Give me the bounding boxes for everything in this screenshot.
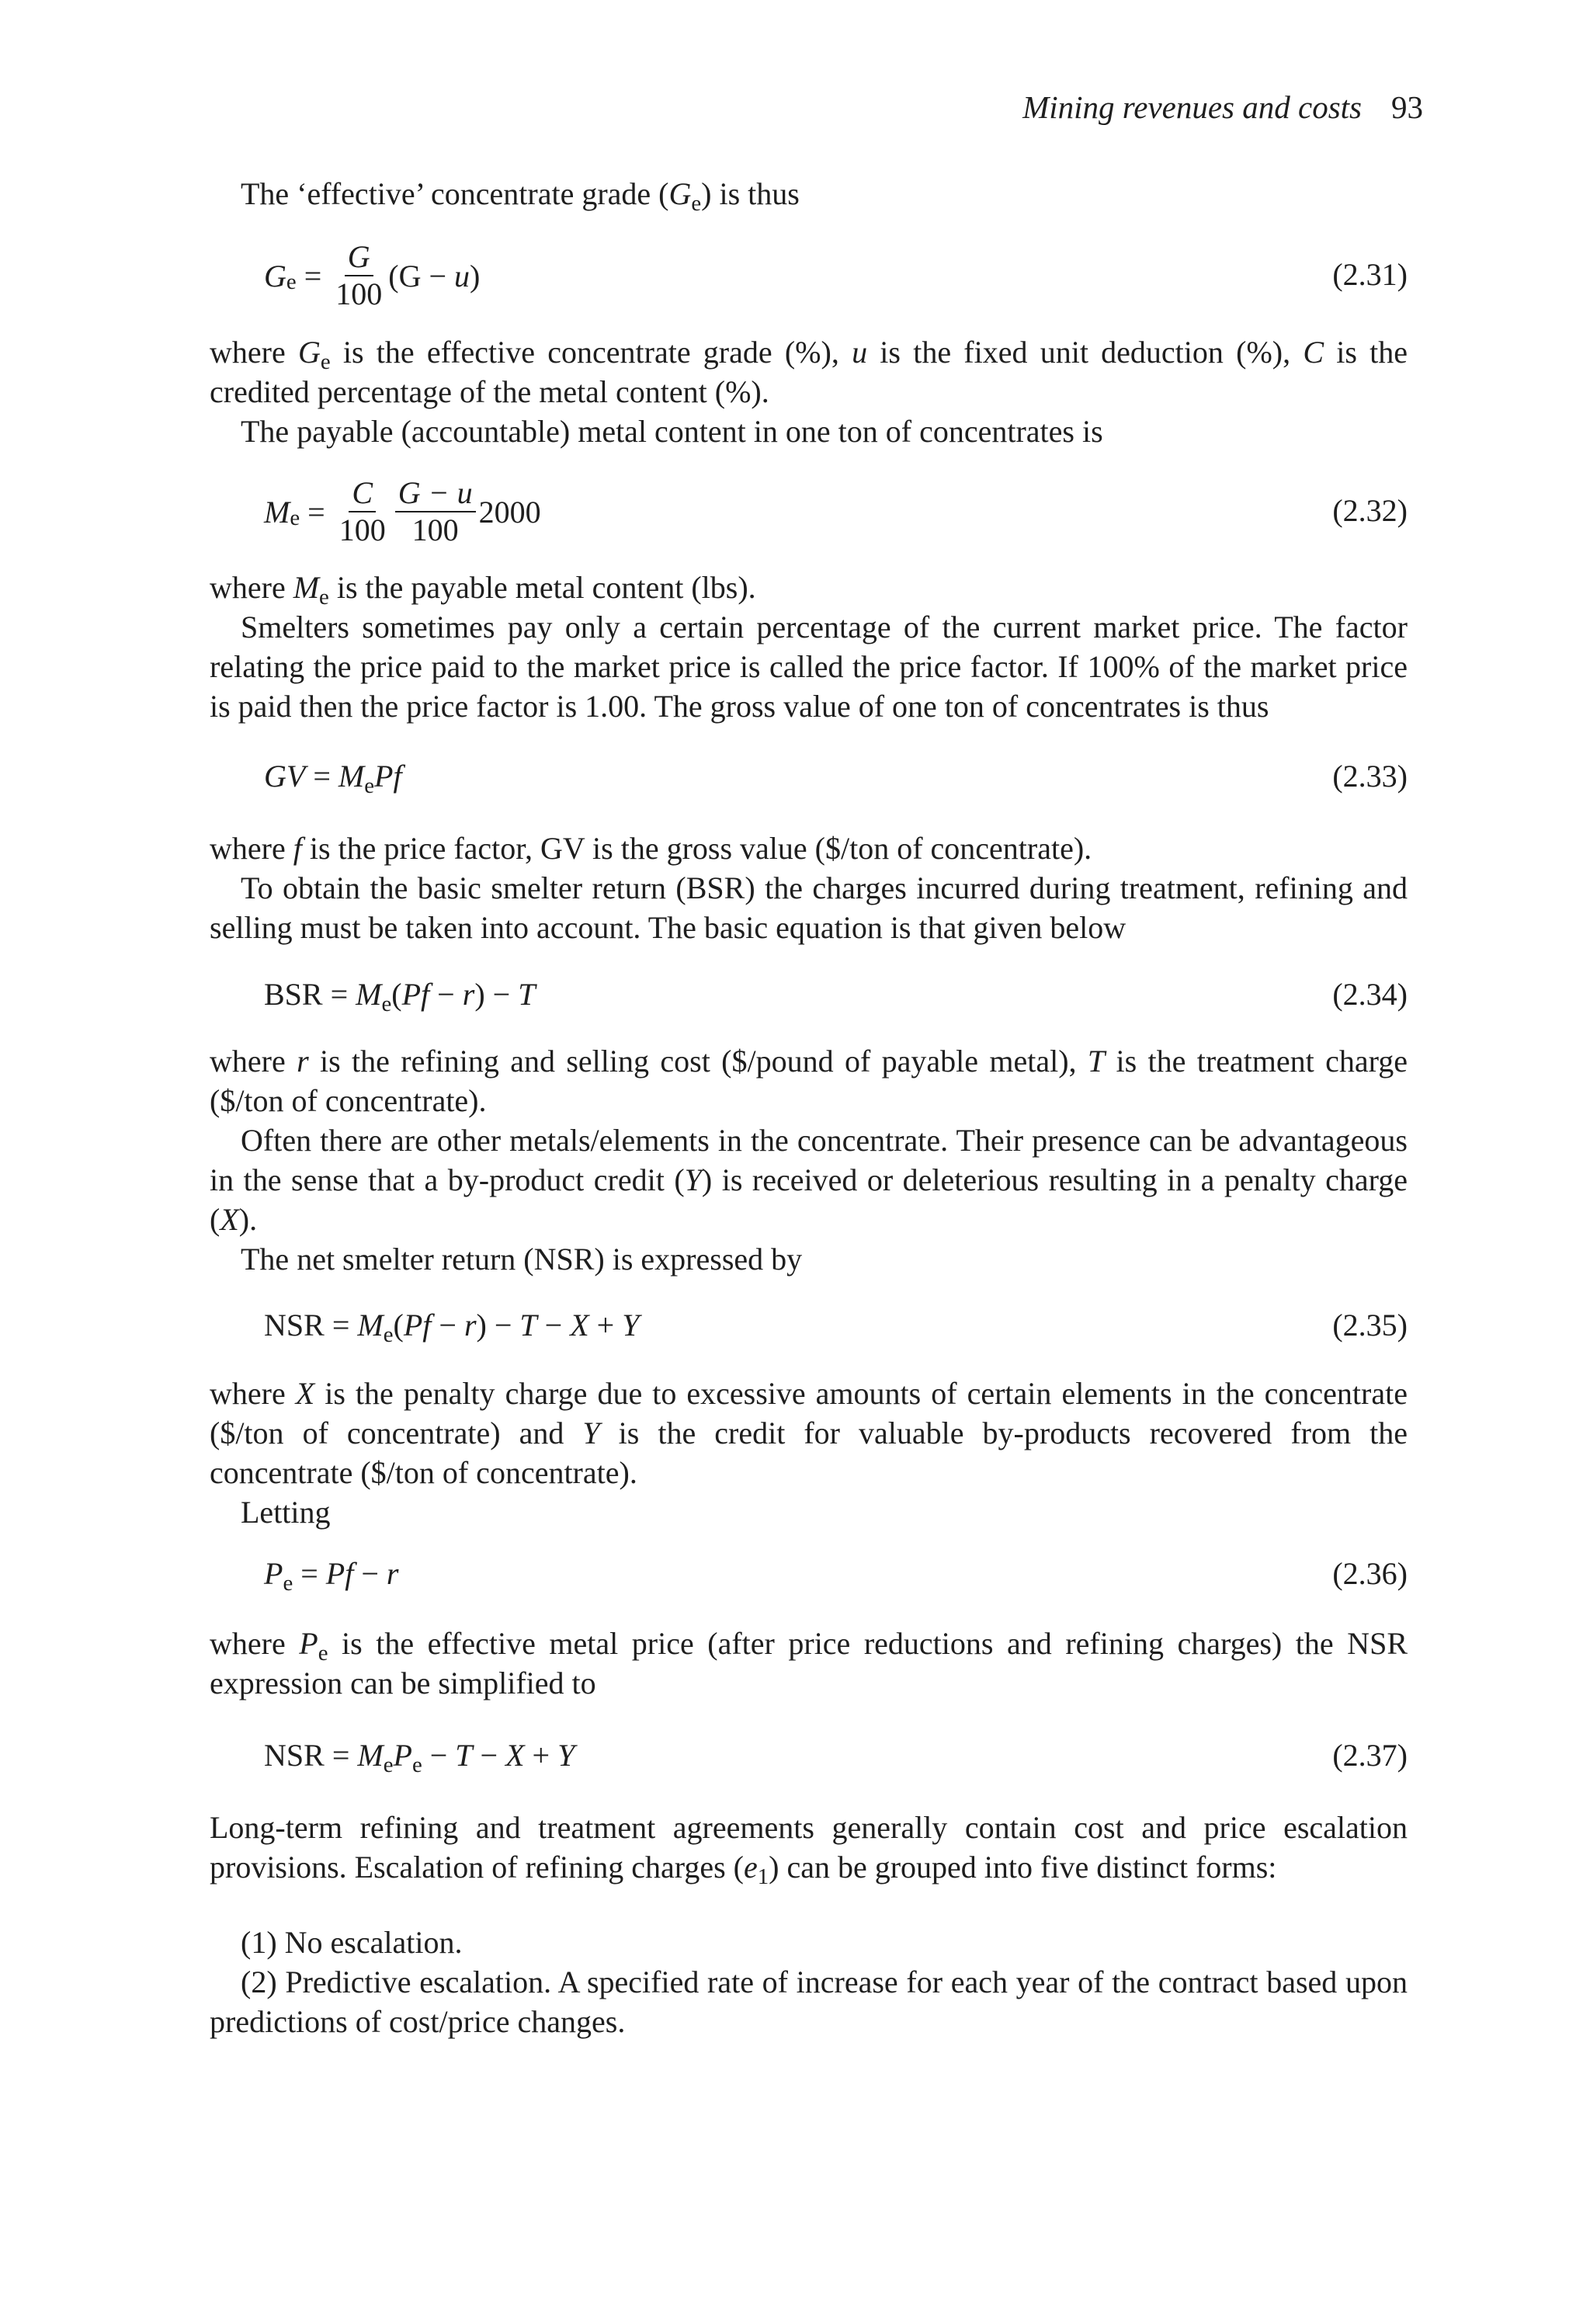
- paragraph-refining-cost: where r is the refining and selling cost ($/pound of payable metal), T is the treatment charge ($/ton of concentrate). Often there are other metals/elements in the concentrate. Their presence can be advantageous in the sense that a by-product credit (Y) is received or deleterious resulting in a penalty charge (X). The net smelter return (NSR) is expressed by: [210, 1041, 1408, 1279]
- paragraph-price-factor: Smelters sometimes pay only a certain percentage of the current market price. The factor relating the price paid to the market price is called the price factor. If 100% of the market price is paid then the price factor is 1.00. The gross value of one ton of concentrates is thus: [210, 610, 1408, 724]
- equation-number: (2.35): [1332, 1308, 1408, 1343]
- paragraph-effective-price: where $P_e$ is the effective metal price (after price reductions and refining charges) the NSR expression can be simplified to: [210, 1626, 1408, 1700]
- equation-number: (2.36): [1332, 1556, 1408, 1591]
- equation-2-31: G e = $\frac{G}{100}$ (G − u ) (2.31): [264, 239, 1408, 311]
- equation-2-37: NSR = $M_eP_e - T - X + Y$ (2.37): [264, 1735, 1408, 1775]
- equation-2-32: M e = $\frac{C}{100}$ $\frac{G - u}{100}$ 2000 (2.32): [264, 475, 1408, 547]
- fraction: $\frac{G}{100}$: [335, 239, 383, 311]
- paragraph-payable-metal: where $M_e$ is the payable metal content (lbs). Smelters sometimes pay only a certain percentage of the current market price. The factor relating the price paid to the market price is called the price factor. If 100% of the market price is paid then the price factor is 1.00. The gross value of one ton of concentrates is thus: [210, 568, 1408, 726]
- paragraph-escalation: Long-term refining and treatment agreements generally contain cost and price escalation provisions. Escalation of refining charges $(e_1)$ can be grouped into five distinct forms:: [210, 1810, 1408, 1890]
- equation-number: (2.34): [1332, 977, 1408, 1012]
- equation-number: (2.32): [1332, 493, 1408, 528]
- paragraph-by-products: Often there are other metals/elements in the concentrate. Their presence can be advantageous in the sense that a by-product credit (Y) is received or deleterious resulting in a penalty charge (X).: [210, 1123, 1408, 1237]
- page-number: 93: [1391, 89, 1423, 125]
- escalation-forms-list: [210, 1923, 1408, 2041]
- equation-2-34: BSR = $M_e(Pf - r) - T$ (2.34): [264, 974, 1408, 1014]
- equation-number: (2.33): [1332, 759, 1408, 794]
- paragraph-basic-smelter-return: To obtain the basic smelter return (BSR) the charges incurred during treatment, refining and selling must be taken into account. The basic equation is that given below: [210, 870, 1408, 945]
- paragraph-gross-value: where f is the price factor, GV is the gross value ($/ton of concentrate). To obtain the basic smelter return (BSR) the charges incurred during treatment, refining and selling must be taken into account. The basic equation is that given below: [210, 829, 1408, 947]
- equation-2-36: $P_e = Pf - r$ (2.36): [264, 1554, 1408, 1593]
- fraction: $\frac{C}{100}$: [338, 475, 386, 547]
- paragraph-letting: Letting: [241, 1495, 331, 1530]
- list-item: (1) No escalation.: [241, 1925, 463, 1960]
- equation-2-35: NSR = $M_e(Pf - r) - T - X + Y$ (2.35): [264, 1305, 1408, 1345]
- equation-number: (2.37): [1332, 1738, 1408, 1773]
- equation-2-33: GV = $M_ePf$ (2.33): [264, 756, 1408, 796]
- paragraph-penalty-credit: where X is the penalty charge due to excessive amounts of certain elements in the concentrate ($/ton of concentrate) and Y is the credit for valuable by-products recovered from the concentrate ($/ton of concentrate). Letting: [210, 1374, 1408, 1532]
- list-item: (2) Predictive escalation. A specified rate of increase for each year of the contract based upon predictions of cost/price changes.: [210, 1964, 1408, 2039]
- paragraph-nsr-intro: The net smelter return (NSR) is expressed by: [241, 1242, 803, 1277]
- running-title: Mining revenues and costs: [1022, 89, 1362, 125]
- equation-number: (2.31): [1332, 257, 1408, 292]
- paragraph-payable-intro: The payable (accountable) metal content in one ton of concentrates is: [241, 414, 1103, 449]
- fraction: $\frac{G - u}{100}$: [395, 475, 476, 548]
- running-header: [1022, 89, 1423, 125]
- paragraph-definitions-grade: where $G_e$ is the effective concentrate grade (%), u is the fixed unit deduction (%), C is the credited percentage of the metal content (%). The payable (accountable) metal content in one ton of concentrates is: [210, 332, 1408, 451]
- paragraph-effective-grade-intro: The ‘effective’ concentrate grade $(G_e)$ is thus: [241, 176, 800, 217]
